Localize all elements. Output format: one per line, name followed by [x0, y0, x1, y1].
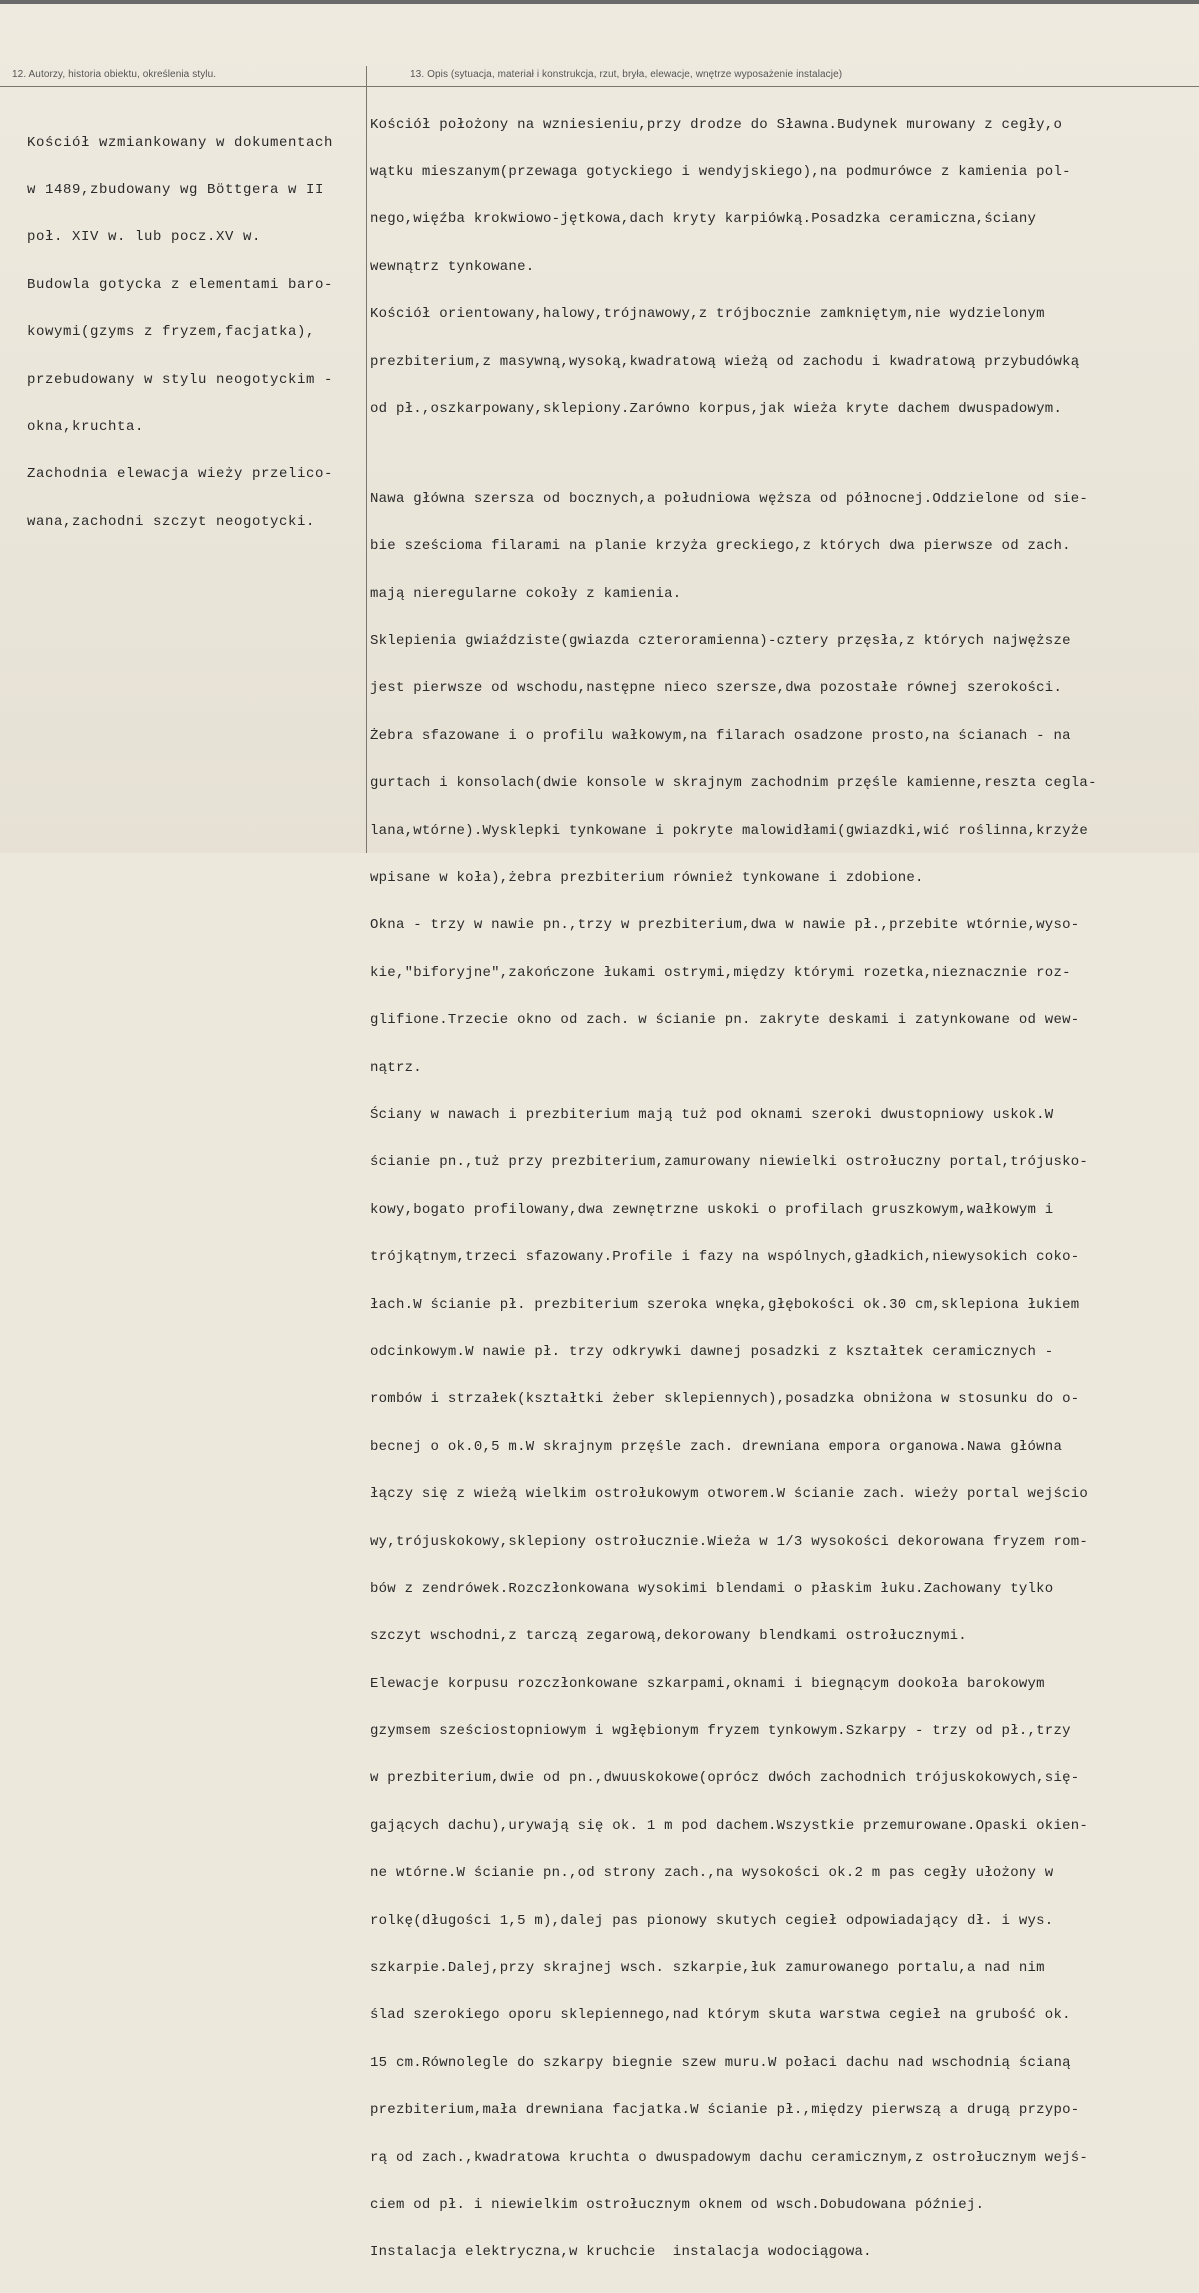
- history-text: [27, 104, 333, 562]
- description-line: rolkę(długości 1,5 m),dalej pas pionowy skutych cegieł odpowiadający dł. i wys.: [370, 1912, 1054, 1929]
- description-line: wy,trójuskokowy,sklepiony ostrołucznie.Wieża w 1/3 wysokości dekorowana fryzem rom-: [370, 1533, 1089, 1550]
- description-line: w prezbiterium,dwie od pn.,dwuuskokowe(oprócz dwóch zachodnich trójuskokowych,się-: [370, 1770, 1080, 1787]
- description-line: Instalacja elektryczna,w kruchcie instalacja wodociągowa.: [370, 2244, 872, 2261]
- description-line: Żebra sfazowane i o profilu wałkowym,na filarach osadzone prosto,na ścianach - na: [370, 727, 1071, 744]
- description-line: odcinkowym.W nawie pł. trzy odkrywki dawnej posadzki z kształtek ceramicznych -: [370, 1343, 1054, 1360]
- description-line: kowy,bogato profilowany,dwa zewnętrzne uskoki o profilach gruszkowym,wałkowym i: [370, 1201, 1054, 1218]
- description-line: nego,więźba krokwiowo-jętkowa,dach kryty karpiówką.Posadzka ceramiczna,ściany: [370, 211, 1037, 228]
- description-line: Elewacje korpusu rozczłonkowane szkarpami,oknami i biegnącym dookoła barokowym: [370, 1675, 1045, 1692]
- description-line: wewnątrz tynkowane.: [370, 258, 535, 275]
- description-line: trójkątnym,trzeci sfazowany.Profile i fazy na wspólnych,gładkich,niewysokich coko-: [370, 1249, 1080, 1266]
- description-line: Kościół orientowany,halowy,trójnawowy,z trójbocznie zamkniętym,nie wydzielonym: [370, 306, 1045, 323]
- section-13-header: 13. Opis (sytuacja, materiał i konstrukcja, rzut, bryła, elewacje, wnętrze wyposażenie instalacje): [410, 69, 843, 80]
- description-line: rombów i strzałek(kształtki żeber sklepiennych),posadzka obniżona w stosunku do o-: [370, 1391, 1080, 1408]
- description-line: szczyt wschodni,z tarczą zegarową,dekorowany blendkami ostrołucznymi.: [370, 1628, 967, 1645]
- description-line: łączy się z wieżą wielkim ostrołukowym otworem.W ścianie zach. wieży portal wejścio: [370, 1486, 1089, 1503]
- description-line: prezbiterium,z masywną,wysoką,kwadratową wieżą od zachodu i kwadratową przybudówką: [370, 353, 1080, 370]
- history-line: poł. XIV w. lub pocz.XV w.: [27, 229, 262, 246]
- description-line: kie,"biforyjne",zakończone łukami ostrymi,między którymi rozetka,nieznacznie roz-: [370, 964, 1071, 981]
- description-line: szkarpie.Dalej,przy skrajnej wsch. szkarpie,łuk zamurowanego portalu,a nad nim: [370, 1960, 1045, 1977]
- description-line: 15 cm.Równolegle do szkarpy biegnie szew muru.W połaci dachu nad wschodnią ścianą: [370, 2054, 1071, 2071]
- top-border: [0, 0, 1199, 4]
- section-12-header: 12. Autorzy, historia obiektu, określenia stylu.: [12, 69, 217, 80]
- description-text: [370, 86, 1097, 2293]
- history-line: Budowla gotycka z elementami baro-: [27, 276, 334, 293]
- description-line: mają nieregularne cokoły z kamienia.: [370, 585, 682, 602]
- history-line: Kościół wzmiankowany w dokumentach: [27, 134, 334, 151]
- history-line: przebudowany w stylu neogotyckim -: [27, 371, 334, 388]
- column-divider: [366, 66, 367, 853]
- description-line: bie sześcioma filarami na planie krzyża greckiego,z których dwa pierwsze od zach.: [370, 538, 1071, 555]
- paragraph-gap: [370, 449, 1097, 460]
- description-line: jest pierwsze od wschodu,następne nieco szersze,dwa pozostałe równej szerokości.: [370, 680, 1063, 697]
- history-line: wana,zachodni szczyt neogotycki.: [27, 513, 316, 530]
- description-line: Kościół położony na wzniesieniu,przy drodze do Sławna.Budynek murowany z cegły,o: [370, 116, 1063, 133]
- description-line: ne wtórne.W ścianie pn.,od strony zach.,na wysokości ok.2 m pas cegły ułożony w: [370, 1865, 1054, 1882]
- description-line: lana,wtórne).Wysklepki tynkowane i pokryte malowidłami(gwiazdki,wić roślinna,krzyże: [370, 822, 1089, 839]
- description-line: wpisane w koła),żebra prezbiterium również tynkowane i zdobione.: [370, 870, 924, 887]
- description-line: nątrz.: [370, 1059, 422, 1076]
- description-line: gzymsem sześciostopniowym i wgłębionym fryzem tynkowym.Szkarpy - trzy od pł.,trzy: [370, 1723, 1071, 1740]
- description-line: Okna - trzy w nawie pn.,trzy w prezbiterium,dwa w nawie pł.,przebite wtórnie,wyso-: [370, 917, 1080, 934]
- description-line: prezbiterium,mała drewniana facjatka.W ścianie pł.,między pierwszą a drugą przypo-: [370, 2102, 1080, 2119]
- description-line: becnej o ok.0,5 m.W skrajnym przęśle zach. drewniana empora organowa.Nawa główna: [370, 1438, 1063, 1455]
- description-line: ciem od pł. i niewielkim ostrołucznym oknem od wsch.Dobudowana później.: [370, 2196, 985, 2213]
- history-line: w 1489,zbudowany wg Böttgera w II: [27, 181, 325, 198]
- description-line: bów z zendrówek.Rozczłonkowana wysokimi blendami o płaskim łuku.Zachowany tylko: [370, 1580, 1054, 1597]
- description-line: ślad szerokiego oporu sklepiennego,nad którym skuta warstwa cegieł na grubość ok.: [370, 2007, 1071, 2024]
- description-line: od pł.,oszkarpowany,sklepiony.Zarówno korpus,jak wieża kryte dachem dwuspadowym.: [370, 400, 1063, 417]
- history-line: okna,kruchta.: [27, 418, 145, 435]
- description-line: gających dachu),urywają się ok. 1 m pod dachem.Wszystkie przemurowane.Opaski okien-: [370, 1817, 1089, 1834]
- description-line: łach.W ścianie pł. prezbiterium szeroka wnęka,głębokości ok.30 cm,sklepiona łukiem: [370, 1296, 1080, 1313]
- description-line: wątku mieszanym(przewaga gotyckiego i wendyjskiego),na podmurówce z kamienia pol-: [370, 163, 1071, 180]
- description-line: Nawa główna szersza od bocznych,a południowa węższa od północnej.Oddzielone od sie-: [370, 490, 1089, 507]
- description-line: ścianie pn.,tuż przy prezbiterium,zamurowany niewielki ostrołuczny portal,trójusko-: [370, 1154, 1089, 1171]
- history-line: kowymi(gzyms z fryzem,facjatka),: [27, 324, 316, 341]
- description-line: rą od zach.,kwadratowa kruchta o dwuspadowym dachu ceramicznym,z ostrołucznym wejś-: [370, 2149, 1089, 2166]
- history-line: Zachodnia elewacja wieży przelico-: [27, 466, 334, 483]
- description-line: gurtach i konsolach(dwie konsole w skrajnym zachodnim przęśle kamienne,reszta cegla-: [370, 775, 1097, 792]
- description-line: Sklepienia gwiaździste(gwiazda czteroramienna)-cztery przęsła,z których najwęższe: [370, 633, 1071, 650]
- description-line: glifione.Trzecie okno od zach. w ścianie pn. zakryte deskami i zatynkowane od wew-: [370, 1012, 1080, 1029]
- description-line: Ściany w nawach i prezbiterium mają tuż pod oknami szeroki dwustopniowy uskok.W: [370, 1107, 1054, 1123]
